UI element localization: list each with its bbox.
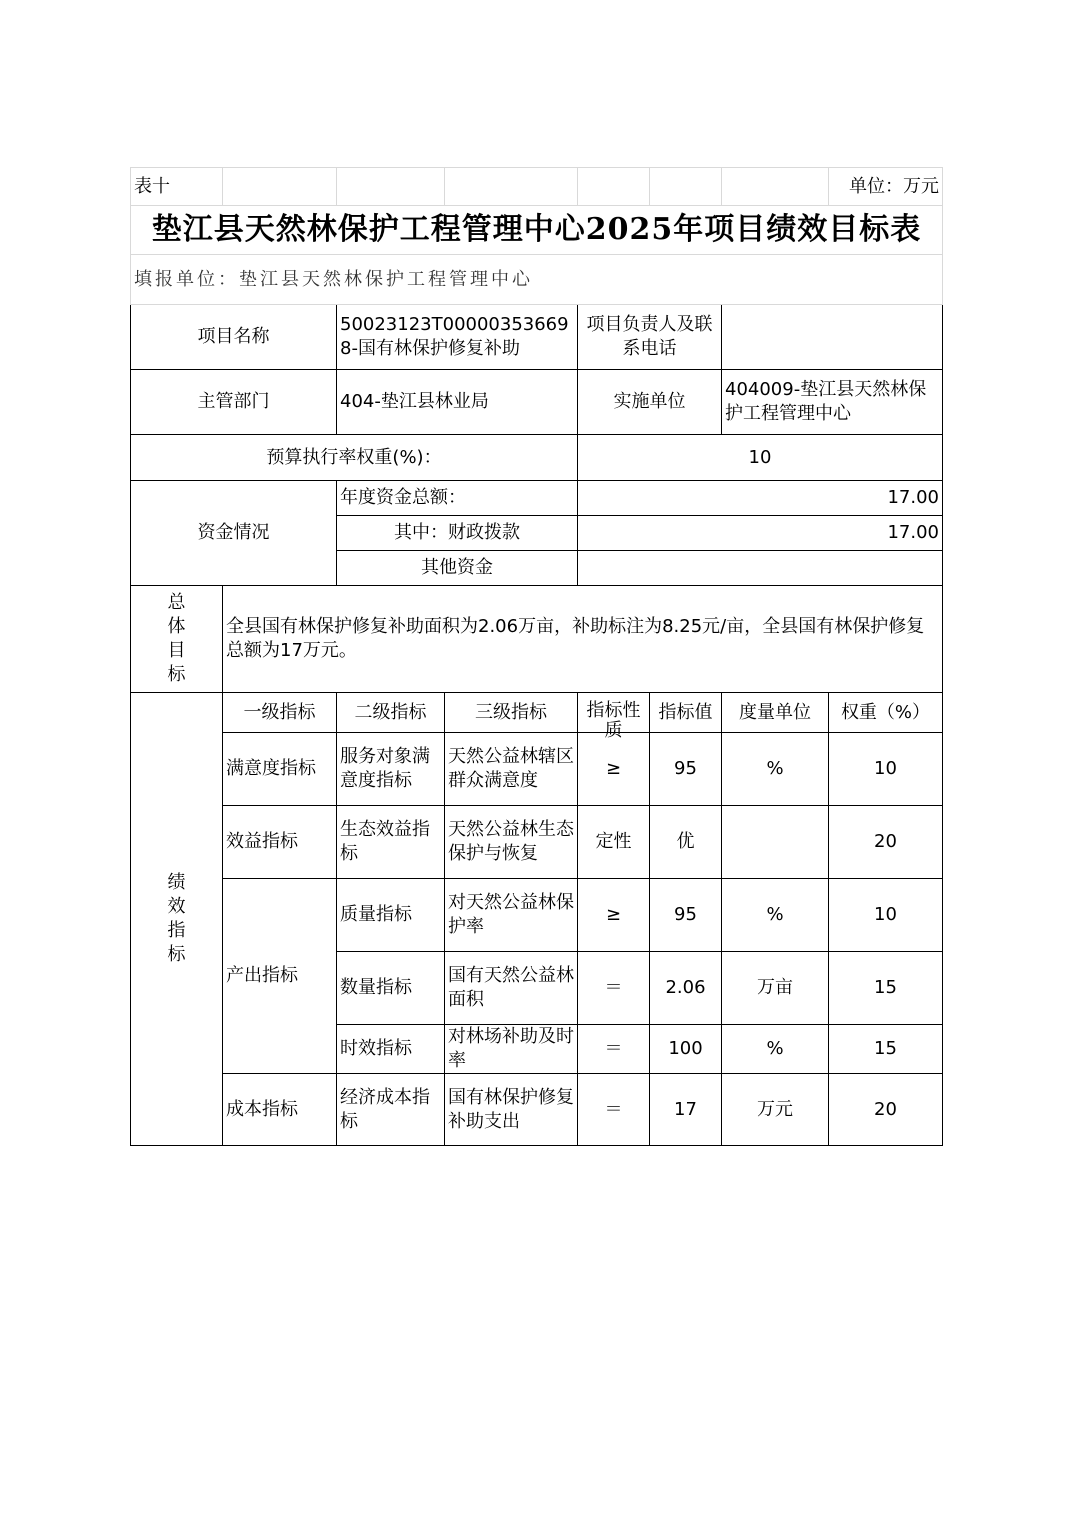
row1-value: 95	[650, 733, 722, 806]
dept-label: 主管部门	[131, 370, 337, 435]
funds-fiscal-value: 17.00	[578, 516, 943, 551]
funds-label: 资金情况	[131, 481, 337, 586]
row3-level2: 质量指标	[337, 879, 445, 952]
row3-value: 95	[650, 879, 722, 952]
dept-value: 404-垫江县林业局	[337, 370, 578, 435]
impl-label: 实施单位	[578, 370, 722, 435]
header-level2: 二级指标	[337, 693, 445, 733]
row2-value: 优	[650, 806, 722, 879]
row6-level1: 成本指标	[223, 1074, 337, 1146]
performance-table	[130, 167, 943, 1146]
row4-unit: 万亩	[722, 952, 829, 1025]
header-value: 指标值	[650, 693, 722, 733]
row3-level3: 对天然公益林保护率	[445, 879, 578, 952]
row1-level1: 满意度指标	[223, 733, 337, 806]
row1-nature: ≥	[578, 733, 650, 806]
row6-value: 17	[650, 1074, 722, 1146]
row6-nature: ＝	[578, 1074, 650, 1146]
funds-other-value	[578, 551, 943, 586]
row6-level3: 国有林保护修复补助支出	[445, 1074, 578, 1146]
header-nature: 指标性质	[578, 693, 650, 733]
row3-nature: ≥	[578, 879, 650, 952]
row2-level3: 天然公益林生态保护与恢复	[445, 806, 578, 879]
funds-other-label: 其他资金	[337, 551, 578, 586]
row5-value: 100	[650, 1025, 722, 1074]
funds-total-label: 年度资金总额：	[337, 481, 578, 516]
row3-level1: 产出指标	[223, 879, 337, 1074]
row6-unit: 万元	[722, 1074, 829, 1146]
row4-weight: 15	[829, 952, 943, 1025]
row4-level3: 国有天然公益林面积	[445, 952, 578, 1025]
row4-value: 2.06	[650, 952, 722, 1025]
table-number: 表十	[131, 168, 223, 206]
row1-unit: %	[722, 733, 829, 806]
page-title: 垫江县天然林保护工程管理中心2025年项目绩效目标表	[131, 206, 943, 255]
project-name-label: 项目名称	[131, 305, 337, 370]
funds-fiscal-label: 其中：财政拨款	[337, 516, 578, 551]
project-name-value: 50023123T000003536698-国有林保护修复补助	[337, 305, 578, 370]
header-level1: 一级指标	[223, 693, 337, 733]
row5-nature: ＝	[578, 1025, 650, 1074]
row4-nature: ＝	[578, 952, 650, 1025]
row2-weight: 20	[829, 806, 943, 879]
budget-weight-value: 10	[578, 435, 943, 481]
overall-goal-label: 总 体 目 标	[131, 586, 223, 693]
header-unit: 度量单位	[722, 693, 829, 733]
overall-goal-text: 全县国有林保护修复补助面积为2.06万亩，补助标注为8.25元/亩，全县国有林保护修复总额为17万元。	[223, 586, 943, 693]
row6-weight: 20	[829, 1074, 943, 1146]
indicators-label: 绩 效 指 标	[131, 693, 223, 1146]
budget-weight-label: 预算执行率权重(%)：	[131, 435, 578, 481]
row1-weight: 10	[829, 733, 943, 806]
header-weight: 权重（%）	[829, 693, 943, 733]
row2-unit	[722, 806, 829, 879]
manager-label: 项目负责人及联系电话	[578, 305, 722, 370]
unit-label: 单位：万元	[829, 168, 943, 206]
row5-level2: 时效指标	[337, 1025, 445, 1074]
row2-nature: 定性	[578, 806, 650, 879]
row5-unit: %	[722, 1025, 829, 1074]
row3-weight: 10	[829, 879, 943, 952]
row5-level3: 对林场补助及时率	[445, 1025, 578, 1074]
header-level3: 三级指标	[445, 693, 578, 733]
row5-weight: 15	[829, 1025, 943, 1074]
row1-level3: 天然公益林辖区群众满意度	[445, 733, 578, 806]
row6-level2: 经济成本指标	[337, 1074, 445, 1146]
row4-level2: 数量指标	[337, 952, 445, 1025]
funds-total-value: 17.00	[578, 481, 943, 516]
row2-level2: 生态效益指标	[337, 806, 445, 879]
row2-level1: 效益指标	[223, 806, 337, 879]
filler-unit: 填报单位：垫江县天然林保护工程管理中心	[131, 255, 943, 305]
row1-level2: 服务对象满意度指标	[337, 733, 445, 806]
manager-value	[722, 305, 943, 370]
row3-unit: %	[722, 879, 829, 952]
impl-value: 404009-垫江县天然林保护工程管理中心	[722, 370, 943, 435]
